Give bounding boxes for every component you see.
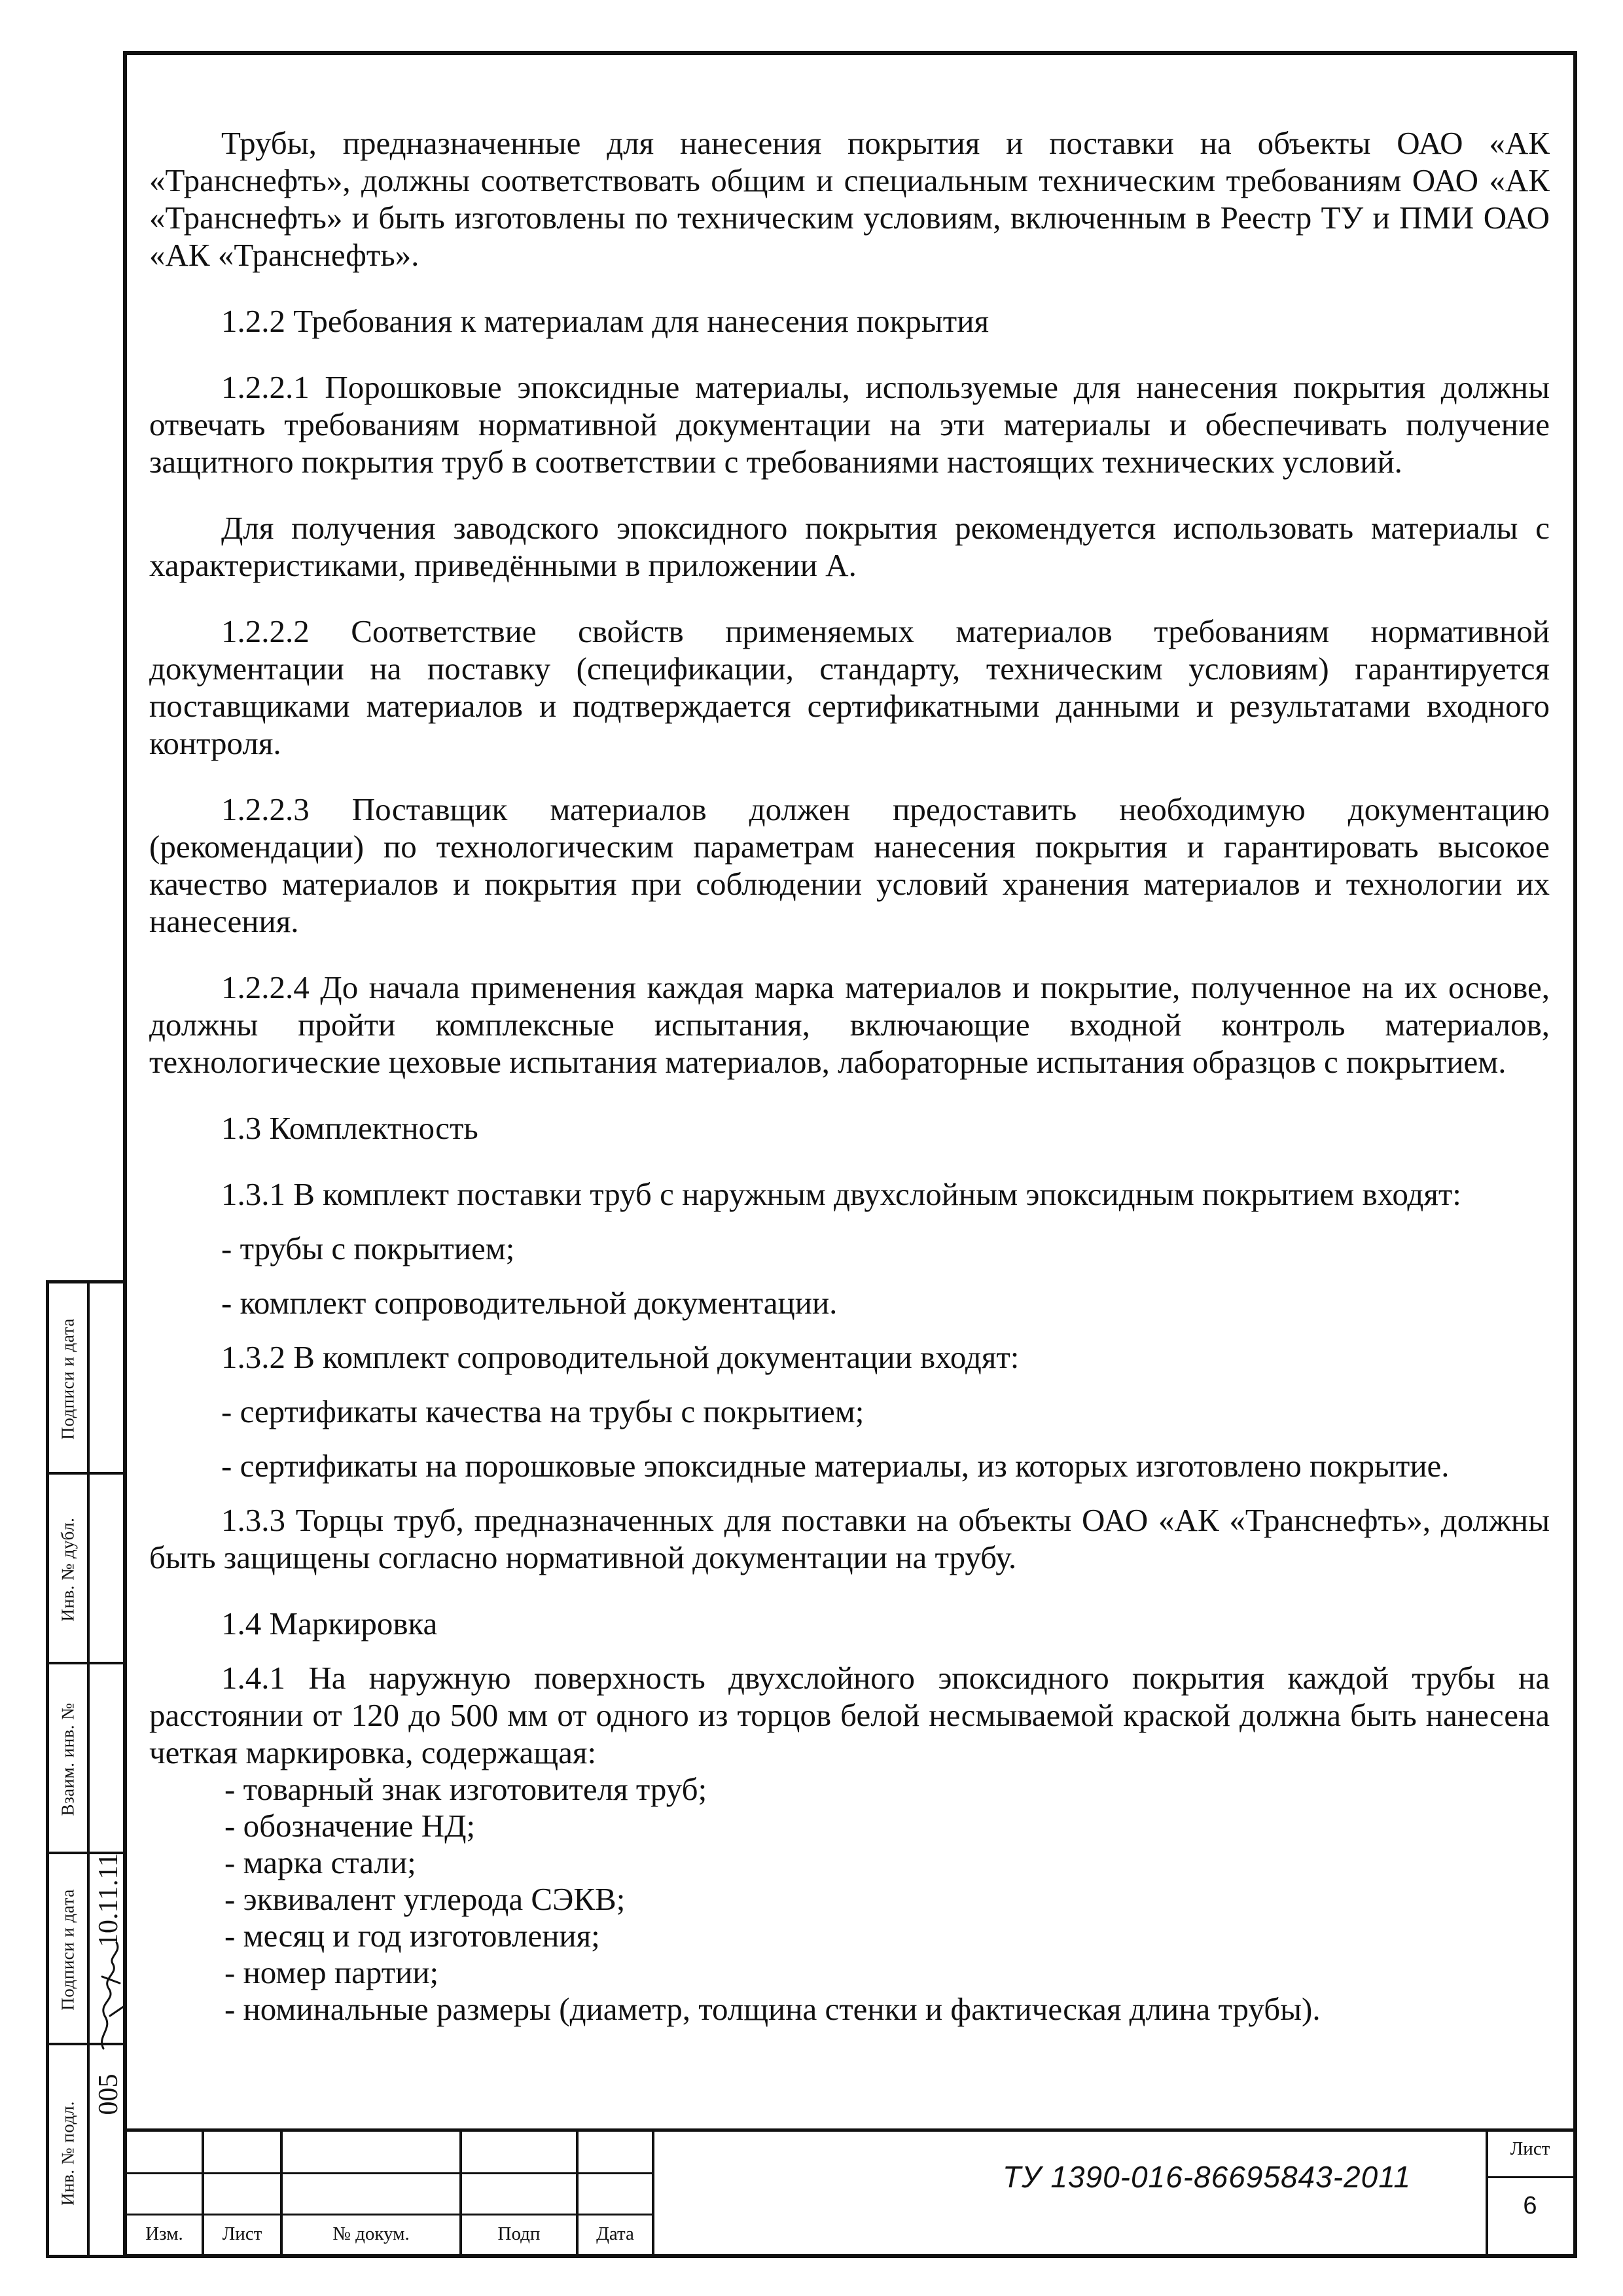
list-item-docs: - комплект сопроводительной документации. [221, 1285, 838, 1321]
strip-cell-inv-dubl [49, 1475, 127, 1664]
signature-icon [90, 1937, 130, 2055]
binding-strip [46, 1280, 127, 2258]
sheet-number: 6 [1523, 2192, 1537, 2219]
strip-value-sign-date: 10.11.11 [94, 1853, 124, 1947]
strip-cell-inv-podl [49, 2045, 127, 2258]
tb-label-doc: № докум. [332, 2223, 410, 2244]
document-body [149, 124, 1550, 2028]
heading-1-4: 1.4 Маркировка [221, 1605, 438, 1641]
tb-label-data: Дата [596, 2223, 634, 2244]
title-block [127, 2128, 1577, 2258]
paragraph-1-2-2-2: 1.2.2.2 Соответствие свойств применяемых материалов требованиям нормативной документации на поставку (спецификации, стандарту, техническим условиям) гарантируется поставщиками материалов и подтверждается сертификатными данными и результатами входного контроля. [149, 613, 1550, 761]
paragraph-1-3-2: 1.3.2 В комплект сопроводительной документации входят: [221, 1339, 1020, 1375]
paragraph-1-3-1: 1.3.1 В комплект поставки труб с наружным двухслойным эпоксидным покрытием входят: [221, 1176, 1461, 1212]
list-item: - обозначение НД; [224, 1808, 476, 1844]
paragraph-1-2-2-4: 1.2.2.4 До начала применения каждая марка материалов и покрытие, полученное на их основе, должны пройти комплексные испытания, включающие входной контроль материалов, технологические цеховые испытания материалов, лабораторные испытания образцов с покрытием. [149, 969, 1550, 1080]
paragraph-1-4-1: 1.4.1 На наружную поверхность двухслойного эпоксидного покрытия каждой трубы на расстоянии от 120 до 500 мм от одного из торцов белой несмываемой краской должна быть нанесена четкая маркировка, содержащая: [149, 1660, 1550, 1770]
list-item: - эквивалент углерода СЭКВ; [224, 1881, 626, 1917]
marking-list [149, 1771, 1550, 2028]
tb-divider [652, 2132, 654, 2258]
strip-cell-vzaim-inv [49, 1664, 127, 1854]
tb-label-podp: Подп [497, 2223, 541, 2244]
strip-value-inv-podl: 005 [94, 2073, 124, 2115]
paragraph-1-2-2-3: 1.2.2.3 Поставщик материалов должен предоставить необходимую документацию (рекомендации) по технологическим параметрам нанесения покрытия и гарантировать высокое качество материалов и покрытия при соблюдении условий хранения материалов и технологии их нанесения. [149, 791, 1550, 939]
paragraph-pipes-requirements: Трубы, предназначенные для нанесения покрытия и поставки на объекты ОАО «АК «Транснефть», должны соответствовать общим и специальным техническим требованиям ОАО «АК «Транснефть» и быть изготовлены по техническим условиям, включенным в Реестр ТУ и ПМИ ОАО «АК «Транснефть». [149, 125, 1550, 273]
tb-divider [1486, 2132, 1488, 2258]
strip-label-vzaim-inv: Взаим. инв. № [58, 1702, 78, 1816]
heading-1-3: 1.3 Комплектность [221, 1110, 478, 1146]
paragraph-1-3-3: 1.3.3 Торцы труб, предназначенных для поставки на объекты ОАО «АК «Транснефть», должны быть защищены согласно нормативной документации на трубу. [149, 1502, 1550, 1575]
strip-label-sign-date-bottom: Подписи и дата [58, 1889, 78, 2011]
strip-label-inv-dubl: Инв. № дубл. [58, 1517, 78, 1622]
paragraph-1-2-2-1: 1.2.2.1 Порошковые эпоксидные материалы, используемые для нанесения покрытия должны отвечать требованиям нормативной документации на эти материалы и обеспечивать получение защитного покрытия труб в соответствии с требованиями настоящих технических условий. [149, 369, 1550, 480]
tb-row-line [127, 2214, 654, 2215]
strip-label-inv-podl: Инв. № подл. [58, 2101, 78, 2206]
tb-label-list: Лист [222, 2223, 262, 2244]
tb-row-line [127, 2172, 654, 2174]
list-item: - номер партии; [224, 1954, 439, 1990]
list-item-pipes: - трубы с покрытием; [221, 1230, 515, 1266]
sheet-label: Лист [1510, 2138, 1550, 2159]
list-item: - номинальные размеры (диаметр, толщина стенки и фактическая длина трубы). [224, 1991, 1321, 2027]
tb-label-izm: Изм. [145, 2223, 183, 2244]
list-item-material-certs: - сертификаты на порошковые эпоксидные материалы, из которых изготовлено покрытие. [221, 1448, 1450, 1484]
list-item: - марка стали; [224, 1844, 416, 1880]
list-item: - товарный знак изготовителя труб; [224, 1771, 707, 1807]
list-item-quality-certs: - сертификаты качества на трубы с покрытием; [221, 1393, 865, 1429]
paragraph-recommendation: Для получения заводского эпоксидного покрытия рекомендуется использовать материалы с характеристиками, приведёнными в приложении А. [149, 510, 1550, 583]
heading-1-2-2: 1.2.2 Требования к материалам для нанесения покрытия [221, 303, 989, 339]
strip-cell-sign-date-top [49, 1283, 127, 1475]
list-item: - месяц и год изготовления; [224, 1918, 600, 1954]
strip-label-sign-date-top: Подписи и дата [58, 1318, 78, 1440]
document-code: ТУ 1390-016-86695843-2011 [1003, 2160, 1411, 2194]
